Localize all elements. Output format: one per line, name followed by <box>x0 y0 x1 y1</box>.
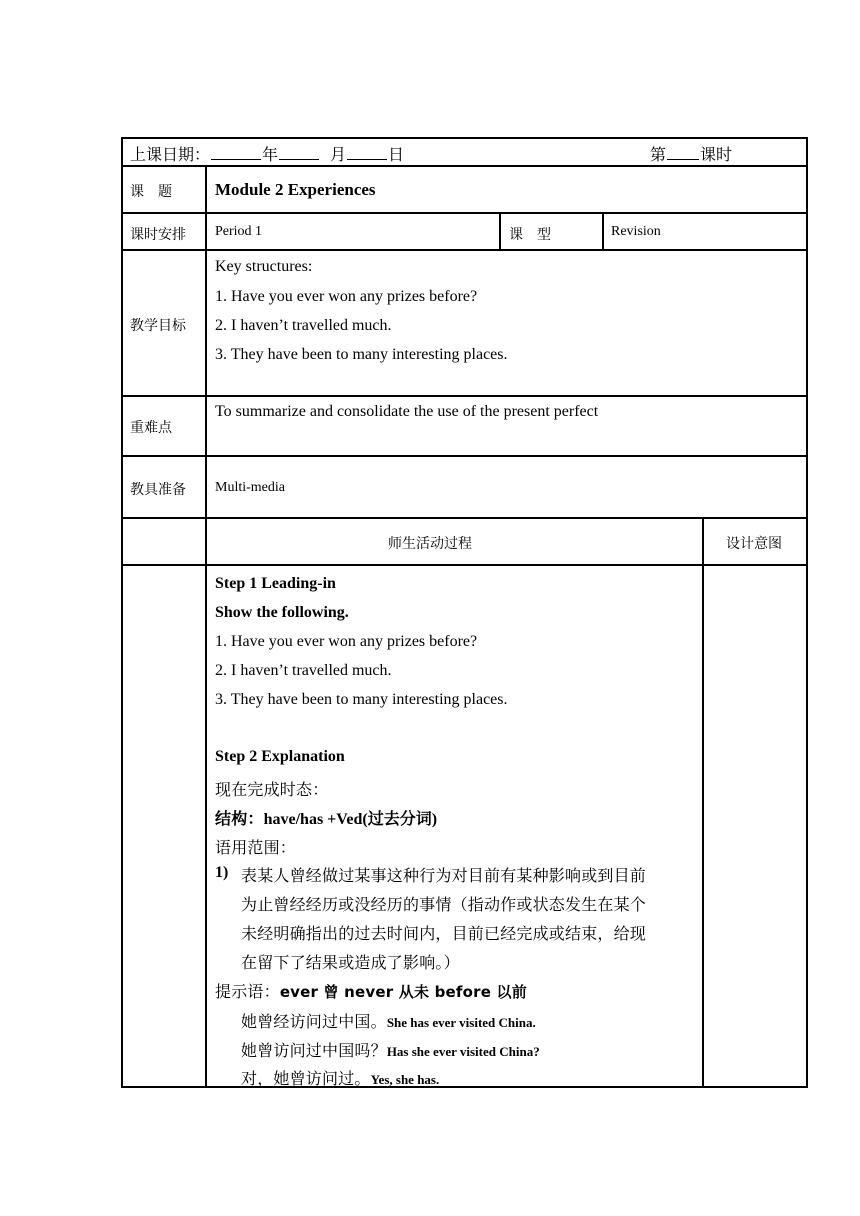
month-label: 月 <box>330 145 347 164</box>
step1-show: Show the following. <box>215 604 349 621</box>
usage-line: 为止曾经经历或没经历的事情（指动作或状态发生在某个 <box>241 895 647 914</box>
hint-line <box>215 979 527 1002</box>
hint-value: ever 曾 never 从未 before 以前 <box>279 983 527 1001</box>
step1-item: 3. They have been to many interesting places. <box>215 691 508 708</box>
topic-value: Module 2 Experiences <box>215 180 376 199</box>
row-divider <box>121 455 808 457</box>
type-value: Revision <box>611 224 661 239</box>
row-divider <box>121 165 808 167</box>
day-label: 日 <box>388 145 405 164</box>
example-line <box>241 1066 439 1089</box>
example-line <box>241 1038 540 1061</box>
example-cn: 她曾访问过中国吗？ <box>241 1041 387 1060</box>
goals-label: 教学目标 <box>130 318 186 334</box>
period-label: 课时安排 <box>130 227 186 243</box>
tense-label: 现在完成时态： <box>215 780 329 799</box>
example-en: Has she ever visited China? <box>386 1044 540 1059</box>
row-divider <box>121 212 808 214</box>
goals-line: 1. Have you ever won any prizes before? <box>215 288 478 305</box>
structure-line <box>215 806 437 829</box>
step1-item: 2. I haven’t travelled much. <box>215 662 392 679</box>
step1-item: 1. Have you ever won any prizes before? <box>215 633 478 650</box>
column-divider <box>205 165 207 1088</box>
example-en: Yes, she has. <box>370 1072 440 1087</box>
date-label: 上课日期： <box>130 145 211 164</box>
example-line <box>241 1009 536 1032</box>
example-cn: 她曾经访问过中国。 <box>241 1012 387 1031</box>
example-cn: 对，她曾访问过。 <box>241 1069 371 1088</box>
topic-label: 课 题 <box>130 184 172 200</box>
usage-line: 表某人曾经做过某事这种行为对目前有某种影响或到目前 <box>241 866 647 885</box>
structure-label: 结构： <box>215 809 264 828</box>
usage-line: 在留下了结果或造成了影响。） <box>241 953 460 972</box>
tools-value: Multi-media <box>215 480 285 495</box>
row-divider <box>121 517 808 519</box>
step2-title: Step 2 Explanation <box>215 748 345 765</box>
goals-line: Key structures: <box>215 258 313 275</box>
type-label: 课 型 <box>509 227 551 243</box>
goals-line: 3. They have been to many interesting places. <box>215 346 508 363</box>
structure-value: have/has +Ved(过去分词) <box>263 811 438 828</box>
example-en: She has ever visited China. <box>386 1015 536 1030</box>
usage-label: 语用范围： <box>215 838 297 857</box>
tools-label: 教具准备 <box>130 482 186 498</box>
year-label: 年 <box>262 145 279 164</box>
hint-label: 提示语： <box>215 982 280 1001</box>
date-row <box>130 142 404 165</box>
period-value: Period 1 <box>215 224 263 239</box>
usage-line: 未经明确指出的过去时间内，目前已经完成或结束，给现 <box>241 924 647 943</box>
period-number-row <box>650 142 732 165</box>
difficulty-label: 重难点 <box>130 420 172 436</box>
difficulty-value: To summarize and consolidate the use of the present perfect <box>215 403 599 420</box>
column-divider <box>702 517 704 1088</box>
row-divider <box>121 564 808 566</box>
year-blank[interactable] <box>211 144 261 160</box>
goals-line: 2. I haven’t travelled much. <box>215 317 392 334</box>
day-blank[interactable] <box>347 144 387 160</box>
keshi-label: 课时 <box>700 145 733 164</box>
intent-header: 设计意图 <box>726 536 782 552</box>
usage-number: 1) <box>215 864 229 881</box>
di-label: 第 <box>650 145 667 164</box>
period-number-blank[interactable] <box>667 144 699 160</box>
process-header: 师生活动过程 <box>388 536 472 552</box>
row-divider <box>121 395 808 397</box>
step1-title: Step 1 Leading-in <box>215 575 336 592</box>
column-divider <box>499 212 501 250</box>
row-divider <box>121 249 808 251</box>
column-divider <box>602 212 604 250</box>
month-blank[interactable] <box>279 144 319 160</box>
